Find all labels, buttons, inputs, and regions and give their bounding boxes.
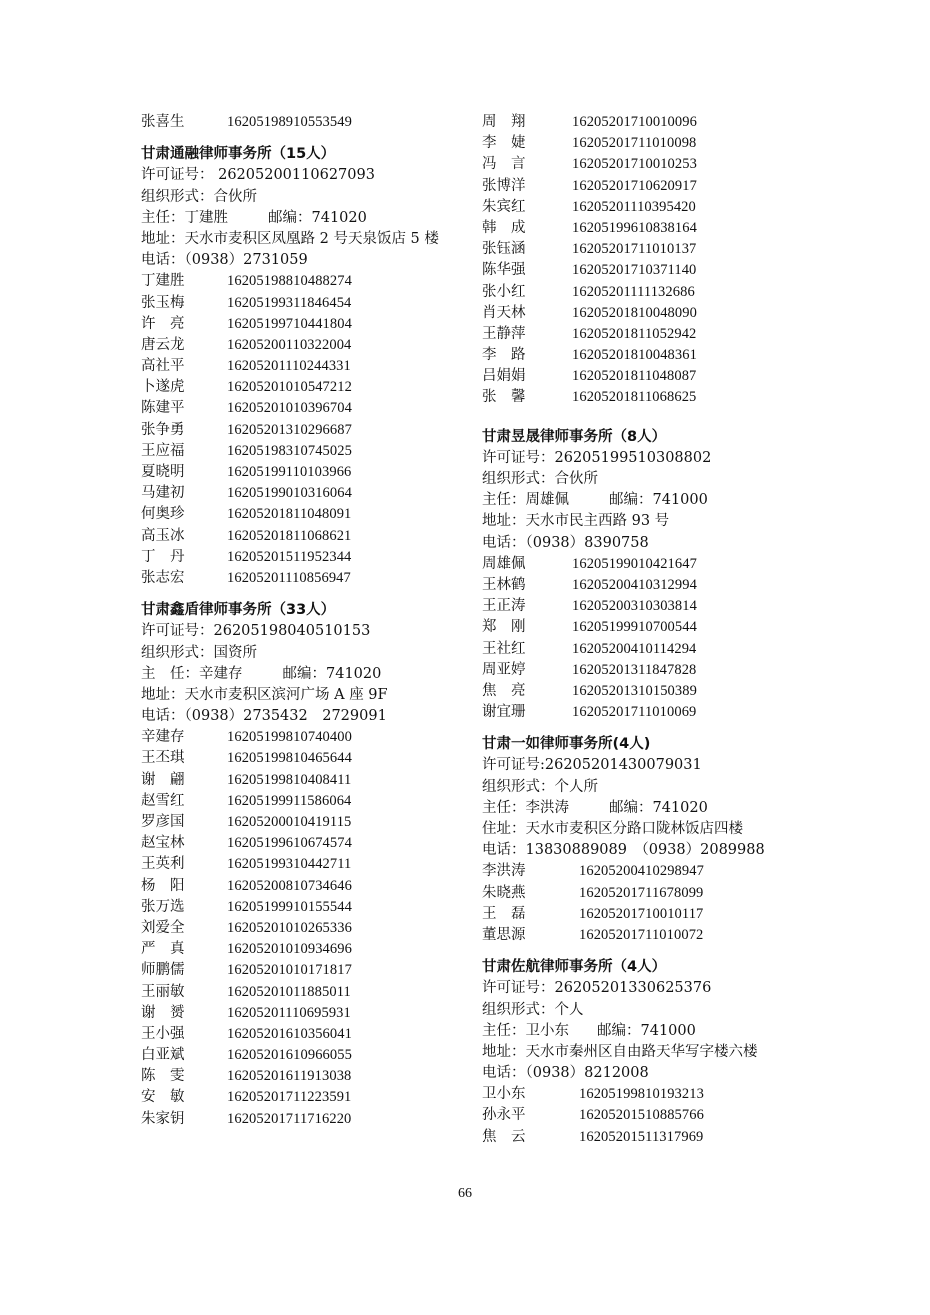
postcode: 邮编：741020 [609, 799, 708, 816]
list-item: 张万选 16205199910155544 [141, 898, 352, 915]
page-number: 66 [458, 1186, 472, 1201]
firm-block-zuohang [482, 957, 812, 1148]
list-item: 董思源 16205201711010072 [482, 926, 704, 943]
member-list [482, 861, 812, 946]
right-column [482, 112, 812, 1148]
firm-title: 甘肃昱晟律师事务所（8人） [482, 428, 667, 445]
list-item: 何奥珍 16205201811048091 [141, 506, 352, 523]
address: 地址：天水市麦积区凤凰路 2 号天泉饭店 5 楼 [141, 230, 439, 247]
list-item: 王静萍 16205201811052942 [482, 325, 697, 342]
list-item: 肖天林 16205201810048090 [482, 304, 697, 321]
list-item: 严 真 16205201010934696 [141, 941, 352, 958]
continued-member-list [482, 112, 812, 409]
list-item: 唐云龙 16205200110322004 [141, 336, 352, 353]
address: 地址：天水市麦积区滨河广场 A 座 9F [141, 686, 388, 703]
member-list [482, 554, 812, 724]
phone: 电话：（0938）8390758 [482, 534, 649, 551]
list-item: 张小红 16205201111132686 [482, 283, 695, 300]
list-item: 王林鹤 16205200410312994 [482, 576, 697, 593]
firm-block-tongrong [141, 144, 461, 589]
license-number: 许可证号： 26205200110627093 [141, 167, 375, 184]
list-item: 王小强 16205201610356041 [141, 1025, 352, 1042]
list-item: 高玉冰 16205201811068621 [141, 527, 352, 544]
director-line [482, 798, 812, 819]
list-item: 辛建存 16205199810740400 [141, 729, 352, 746]
director-line [141, 664, 461, 685]
list-item: 李洪涛 16205200410298947 [482, 863, 704, 880]
list-item: 张争勇 16205201310296687 [141, 421, 352, 438]
phone: 电话：（0938）2735432 2729091 [141, 708, 387, 725]
firm-title: 甘肃通融律师事务所（15人） [141, 146, 336, 163]
firm-block-xindun [141, 600, 461, 1130]
organization-form: 组织形式：合伙所 [482, 471, 598, 487]
list-item: 冯 言 16205201710010253 [482, 156, 697, 173]
organization-form: 组织形式：个人所 [482, 778, 598, 795]
list-item: 张喜生 16205198910553549 [141, 114, 352, 130]
list-item: 王英利 16205199310442711 [141, 856, 352, 873]
director-line [141, 208, 461, 229]
license-number: 许可证号：26205199510308802 [482, 449, 712, 466]
member-list [482, 1084, 812, 1148]
postcode: 邮编：741000 [597, 1022, 696, 1039]
firm-title: 甘肃佐航律师事务所（4人） [482, 959, 667, 976]
director-line [482, 490, 812, 511]
list-item: 韩 成 16205199610838164 [482, 219, 697, 236]
license-number: 许可证号：26205201330625376 [482, 980, 712, 997]
postcode: 邮编：741020 [282, 665, 382, 682]
director: 主任：李洪涛 [482, 799, 569, 816]
list-item: 丁 丹 16205201511952344 [141, 548, 352, 565]
list-item: 刘爱全 16205201010265336 [141, 919, 352, 936]
list-item: 张玉梅 16205199311846454 [141, 294, 352, 311]
list-item: 李 婕 16205201711010098 [482, 135, 697, 152]
list-item: 李 路 16205201810048361 [482, 347, 697, 364]
list-item: 谢 赟 16205201110695931 [141, 1004, 351, 1021]
list-item: 谢宜珊 16205201711010069 [482, 704, 697, 721]
list-item: 朱家钥 16205201711716220 [141, 1110, 352, 1127]
list-item: 王社红 16205200410114294 [482, 640, 697, 657]
address: 地址：天水市秦州区自由路天华写字楼六楼 [482, 1043, 758, 1060]
postcode: 邮编：741000 [609, 492, 708, 509]
list-item: 王应福 16205198310745025 [141, 442, 352, 459]
firm-block-yiru [482, 734, 812, 946]
organization-form: 组织形式：个人 [482, 1001, 584, 1018]
list-item: 师鹏儒 16205201010171817 [141, 962, 352, 979]
list-item: 马建初 16205199010316064 [141, 485, 352, 502]
list-item: 高社平 16205201110244331 [141, 358, 351, 375]
list-item: 许 亮 16205199710441804 [141, 315, 352, 332]
list-item: 朱宾红 16205201110395420 [482, 198, 696, 215]
list-item: 周亚婷 16205201311847828 [482, 661, 697, 678]
list-item: 安 敏 16205201711223591 [141, 1089, 352, 1106]
license-number: 许可证号:26205201430079031 [482, 757, 702, 774]
list-item: 焦 亮 16205201310150389 [482, 682, 697, 699]
list-item: 郑 刚 16205199910700544 [482, 619, 697, 636]
list-item: 周 翔 16205201710010096 [482, 114, 697, 130]
postcode: 邮编：741020 [268, 209, 367, 226]
left-column [141, 112, 461, 1130]
phone: 电话：（0938）8212008 [482, 1065, 649, 1082]
list-item: 杨 阳 16205200810734646 [141, 877, 352, 894]
firm-title: 甘肃一如律师事务所(4人) [482, 736, 651, 753]
list-item: 王正涛 16205200310303814 [482, 598, 697, 615]
phone: 电话：13830889089 （0938）2089988 [482, 842, 765, 859]
director-line [482, 1021, 812, 1042]
list-item: 王丽敏 16205201011885011 [141, 983, 351, 1000]
list-item: 陈建平 16205201010396704 [141, 400, 352, 417]
list-item: 张 馨 16205201811068625 [482, 389, 697, 406]
list-item: 卜遂虎 16205201010547212 [141, 379, 352, 396]
member-list [141, 727, 461, 1130]
list-item: 周雄佩 16205199010421647 [482, 555, 697, 572]
list-item: 陈 雯 16205201611913038 [141, 1068, 352, 1085]
list-item: 陈华强 16205201710371140 [482, 262, 697, 279]
list-item: 丁建胜 16205198810488274 [141, 273, 352, 290]
list-item: 朱晓燕 16205201711678099 [482, 884, 704, 901]
list-item: 王 磊 16205201710010117 [482, 905, 704, 922]
list-item: 夏晓明 16205199110103966 [141, 464, 352, 481]
list-item: 赵雪红 16205199911586064 [141, 792, 352, 809]
list-item: 赵宝林 16205199610674574 [141, 835, 352, 852]
address: 住址：天水市麦积区分路口陇林饭店四楼 [482, 821, 743, 837]
firm-title: 甘肃鑫盾律师事务所（33人） [141, 602, 336, 619]
organization-form: 组织形式：国资所 [141, 644, 257, 661]
director: 主任：卫小东 [482, 1022, 569, 1039]
list-item: 吕娟娟 16205201811048087 [482, 368, 697, 385]
list-item: 张志宏 16205201110856947 [141, 569, 351, 586]
director: 主任：周雄佩 [482, 492, 569, 509]
member-list [141, 271, 461, 589]
firm-block-yusheng [482, 427, 812, 724]
license-number: 许可证号：26205198040510153 [141, 623, 371, 640]
organization-form: 组织形式：合伙所 [141, 188, 257, 205]
list-item: 谢 翩 16205199810408411 [141, 771, 352, 788]
list-item: 卫小东 16205199810193213 [482, 1086, 704, 1103]
list-item: 罗彦国 16205200010419115 [141, 814, 352, 831]
director: 主 任：辛建存 [141, 665, 243, 682]
address: 地址：天水市民主西路 93 号 [482, 513, 670, 530]
list-item: 白亚斌 16205201610966055 [141, 1047, 352, 1064]
list-item: 焦 云 16205201511317969 [482, 1128, 704, 1145]
director: 主任：丁建胜 [141, 209, 228, 226]
list-item: 张钰涵 16205201711010137 [482, 241, 697, 258]
phone: 电话：（0938）2731059 [141, 252, 308, 269]
list-item: 张博洋 16205201710620917 [482, 177, 697, 194]
list-item: 王丕琪 16205199810465644 [141, 750, 352, 767]
list-item: 孙永平 16205201510885766 [482, 1107, 704, 1124]
